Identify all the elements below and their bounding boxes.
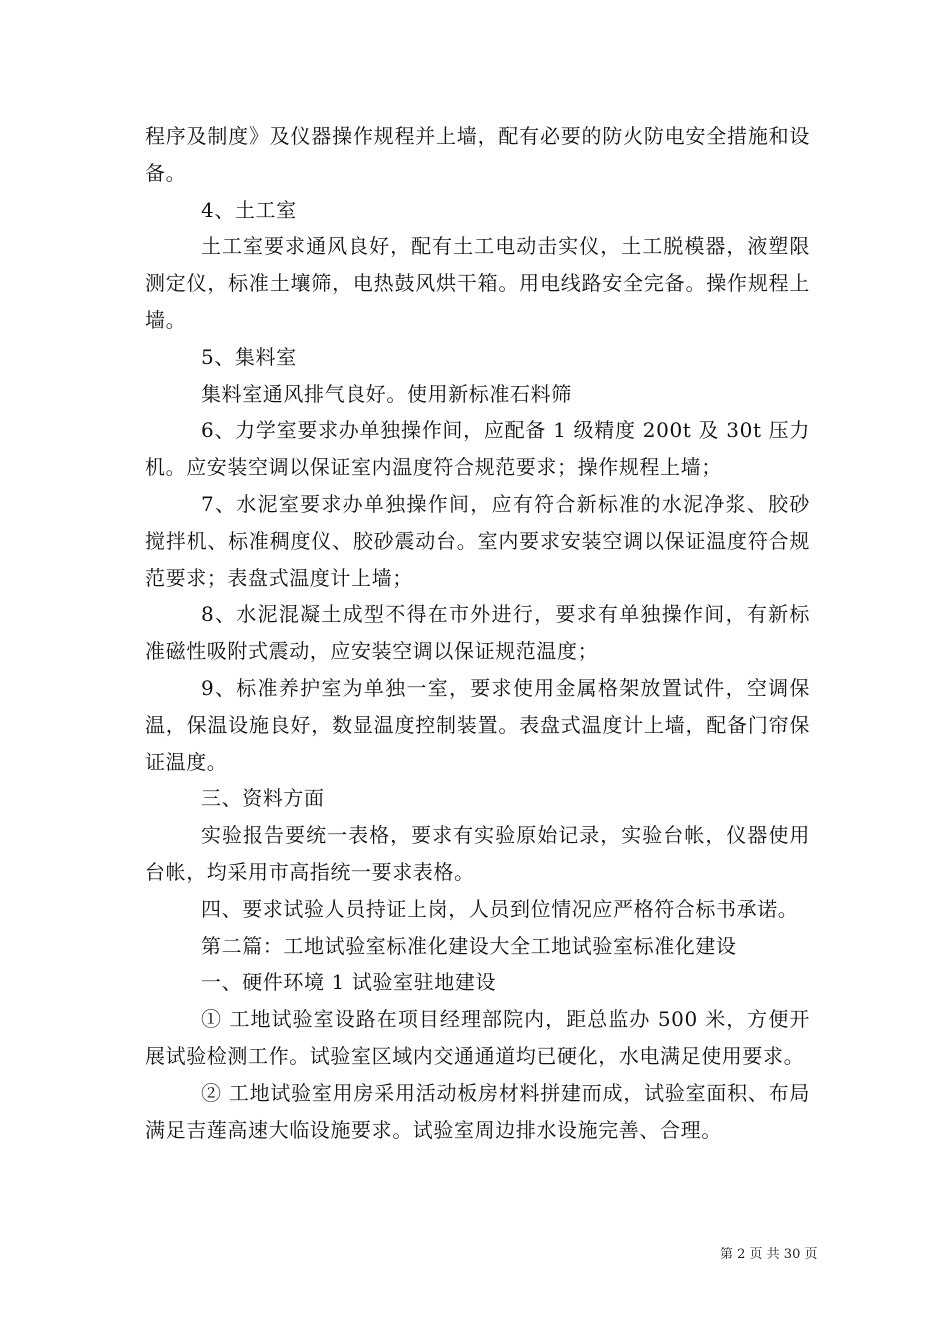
paragraph: 6、力学室要求办单独操作间，应配备 1 级精度 200t 及 30t 压力机。应安装空调以保证室内温度符合规范要求；操作规程上墙； (145, 418, 810, 480)
paragraph: 实验报告要统一表格，要求有实验原始记录，实验台帐，仪器使用台帐，均采用市高指统一要求表格。 (145, 823, 810, 884)
chapter-title: 第二篇：工地试验室标准化建设大全工地试验室标准化建设 (201, 933, 737, 958)
section-heading: 一、硬件环境 1 试验室驻地建设 (201, 970, 497, 995)
paragraph: 程序及制度》及仪器操作规程并上墙，配有必要的防火防电安全措施和设备。 (145, 124, 810, 185)
paragraph: ② 工地试验室用房采用活动板房材料拼建而成，试验室面积、布局满足吉莲高速大临设施要求。试验室周边排水设施完善、合理。 (145, 1080, 810, 1142)
section-heading: 5、集料室 (201, 344, 297, 369)
page-number: 第 2 页 共 30 页 (720, 1247, 818, 1262)
paragraph: 7、水泥室要求办单独操作间，应有符合新标准的水泥净浆、胶砂搅拌机、标准稠度仪、胶砂震动台。室内要求安装空调以保证温度符合规范要求；表盘式温度计上墙； (145, 491, 810, 590)
paragraph: 9、标准养护室为单独一室，要求使用金属格架放置试件，空调保温，保温设施良好，数显温度控制装置。表盘式温度计上墙，配备门帘保证温度。 (145, 675, 810, 774)
paragraph: 土工室要求通风良好，配有土工电动击实仪，土工脱模器，液塑限测定仪，标准土壤筛，电热鼓风烘干箱。用电线路安全完备。操作规程上墙。 (145, 234, 810, 332)
document-body (145, 118, 810, 1148)
paragraph: 8、水泥混凝土成型不得在市外进行，要求有单独操作间，有新标准磁性吸附式震动，应安装空调以保证规范温度； (145, 602, 810, 664)
section-heading: 4、土工室 (201, 197, 297, 222)
paragraph: 四、要求试验人员持证上岗，人员到位情况应严格符合标书承诺。 (201, 896, 799, 921)
paragraph: 集料室通风排气良好。使用新标准石料筛 (201, 381, 572, 406)
section-heading: 三、资料方面 (201, 786, 325, 811)
paragraph: ① 工地试验室设路在项目经理部院内，距总监办 500 米，方便开展试验检测工作。试验室区域内交通通道均已硬化，水电满足使用要求。 (145, 1007, 810, 1068)
